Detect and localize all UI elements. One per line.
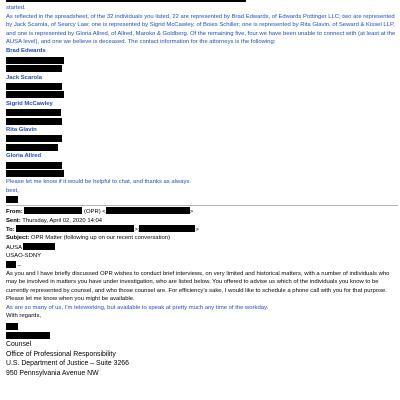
redaction-bar <box>6 91 64 98</box>
attorney-entry <box>6 74 398 99</box>
sig-office: Office of Professional Responsibility <box>6 350 116 358</box>
redaction-bar <box>6 135 62 142</box>
redaction-bar <box>6 144 58 151</box>
redaction-bar <box>6 83 62 90</box>
subject-row <box>6 234 398 242</box>
to-mid: >; <box>134 227 140 233</box>
redaction-bar <box>6 162 62 169</box>
email2-signature <box>6 340 398 378</box>
to-row <box>6 225 398 234</box>
recipient-org: USAO-SDNY <box>6 253 42 260</box>
attorney-entry <box>6 126 398 151</box>
attorney-entry <box>6 100 398 125</box>
sent-label: Sent: <box>6 217 21 224</box>
sig-address: 950 Pennsylvania Avenue NW <box>6 370 99 378</box>
subject-label: Subject: <box>6 235 30 242</box>
redaction-bar <box>6 170 64 177</box>
from-label: From: <box>6 209 23 216</box>
greeting-suffix: – <box>16 262 21 269</box>
subject-value: OPR Matter (following up on our recent conversation) <box>30 235 171 242</box>
redaction-bar <box>6 0 246 2</box>
redaction-bar <box>6 323 18 330</box>
email2-regards: With regards, <box>6 313 42 320</box>
email-thread <box>6 0 398 379</box>
attorney-name: Sigrid McCawley <box>6 100 53 107</box>
sent-row <box>6 217 398 225</box>
attorney-list <box>6 47 398 177</box>
recipient-title: AUSA <box>6 244 22 251</box>
to-label: To: <box>6 227 15 233</box>
attorney-name: Rita Glavin <box>6 127 37 133</box>
to-end: > <box>195 227 199 233</box>
redaction-bar <box>6 196 18 203</box>
redaction-bar <box>139 225 195 232</box>
redaction-bar <box>6 261 16 268</box>
sig-title: Counsel <box>6 341 32 349</box>
redaction-bar <box>23 243 55 250</box>
sig-dept: U.S. Department of Justice – Suite 3266 <box>6 360 129 368</box>
attorney-entry <box>6 152 398 177</box>
email2-header <box>6 207 398 243</box>
sent-value: Thursday, April 02, 2020 14:04 <box>22 217 103 224</box>
email1-top-line: started. <box>6 5 26 12</box>
redaction-bar <box>6 65 62 72</box>
email1-closing: Please let me know if it would be helpful to chat, and thanks as always. <box>6 179 192 186</box>
from-value: (OPR) < <box>83 209 106 216</box>
email1-paragraph: As reflected in the spreadsheet, of the 32 individuals you listed, 22 are represented by Brad Edwards, of Edwards Pottinger LLC; two are represented by Jack Scarola, of Searcy Law; one is represented by Sigrid McCawley, of Boies Schiller; one is represented by Rita Glavin, of Seward & Kissel LLP, and one is represented by Gloria Allred, of Allred, Maroko & Goldberg. Of the remaining five, four we have been unable to connect with (at least at the AUSA level), and one we believe is deceased. The contact information for the attorneys is the following: <box>6 13 396 46</box>
attorney-name: Jack Scarola <box>6 74 43 81</box>
redaction-bar <box>106 207 190 214</box>
redaction-bar <box>6 57 64 64</box>
from-end: > <box>189 209 194 216</box>
recipient-title-row <box>6 243 398 252</box>
redaction-bar <box>6 332 50 339</box>
from-row <box>6 207 398 216</box>
email1-signoff: best, <box>6 187 19 194</box>
attorney-entry <box>6 47 398 72</box>
redaction-bar <box>16 225 134 232</box>
redaction-bar <box>24 207 82 214</box>
redaction-bar <box>6 109 61 116</box>
email2-body: As you and I have briefly discussed OPR wishes to conduct brief interviews, on very limited and historical matters, with a number of individuals who may be involved in matters you have under investigation, who are listed below. You offered to advise us which of the individuals you know to be currently represented by counsel, and who those counsel are. For efficiency’s sake, I would like to schedule a phone call with you for that purpose. Please let me know when you might be available. <box>6 271 390 303</box>
attorney-name: Gloria Allred <box>6 153 42 160</box>
redaction-bar <box>6 118 62 125</box>
header-divider <box>6 205 398 206</box>
email2-teleworking: As are so many of us, I’m teleworking, but available to speak at pretty much any time of the workday. <box>6 304 269 311</box>
greeting-row <box>6 261 398 270</box>
attorney-name: Brad Edwards <box>6 48 46 55</box>
